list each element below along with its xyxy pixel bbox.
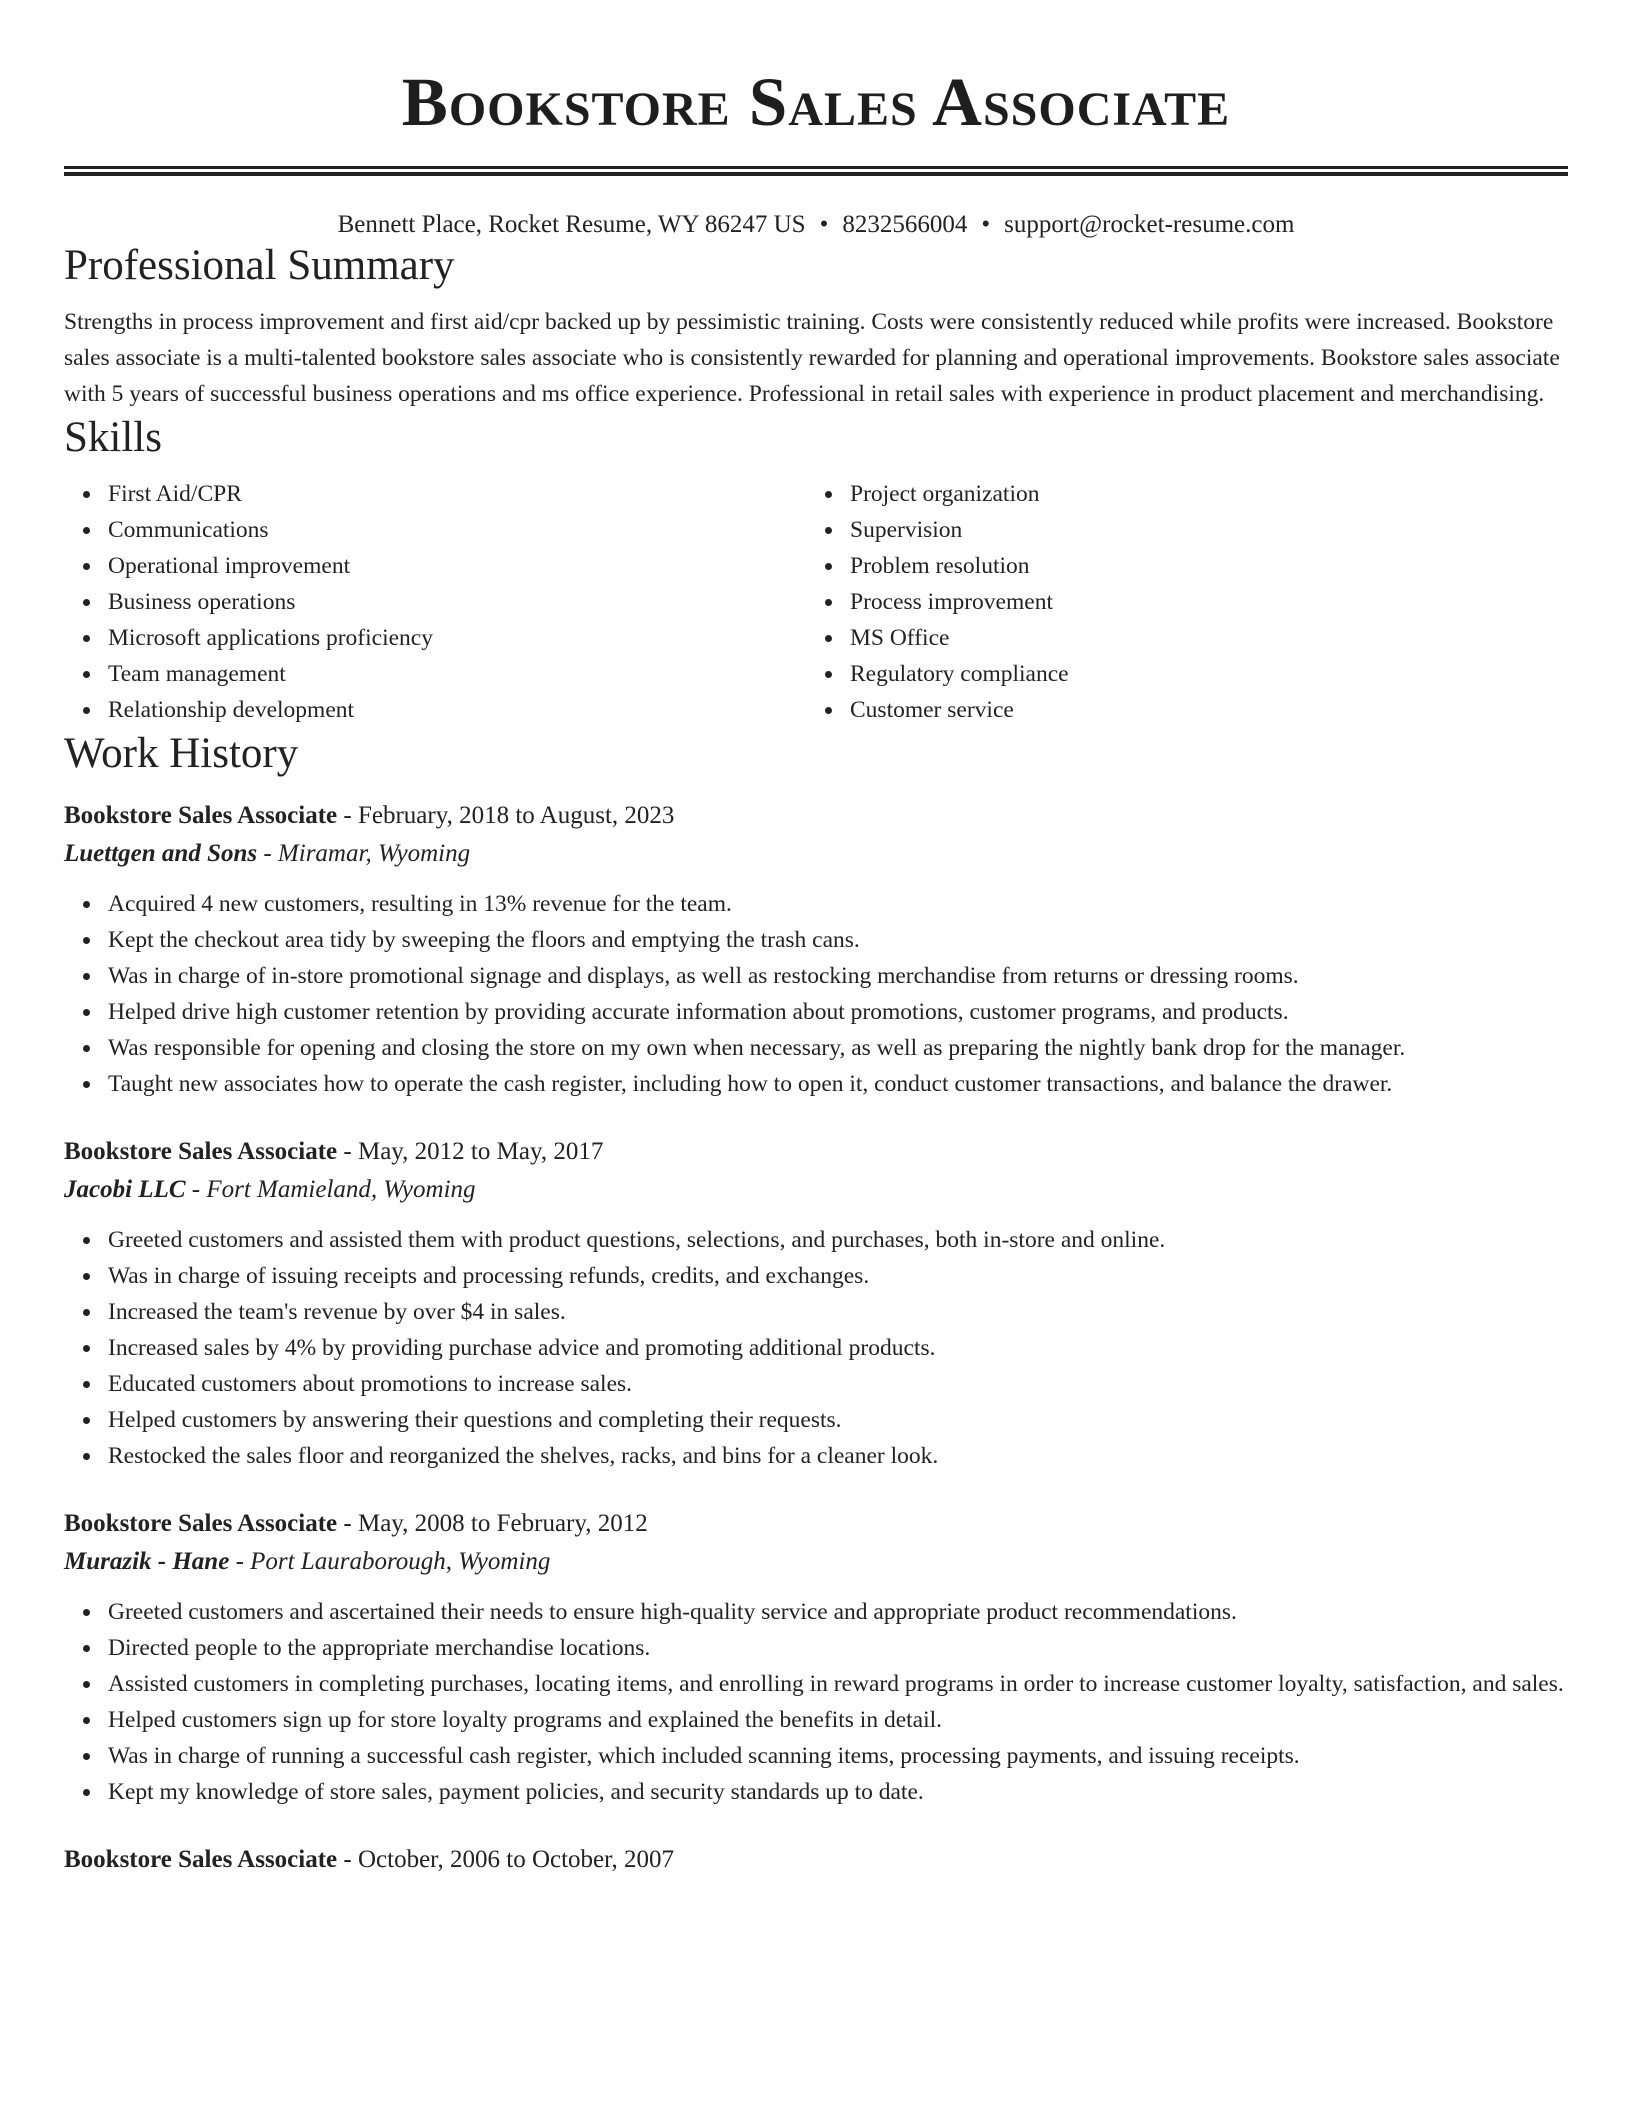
duty-item: Kept my knowledge of store sales, payment policies, and security standards up to date. xyxy=(108,1774,1568,1810)
job-entry xyxy=(64,1842,1568,1878)
skill-item: Communications xyxy=(108,512,806,548)
duty-item: Was responsible for opening and closing the store on my own when necessary, as well as preparing the nightly bank drop for the manager. xyxy=(108,1030,1568,1066)
job-role: Bookstore Sales Associate xyxy=(64,1138,338,1165)
duty-item: Restocked the sales floor and reorganized the shelves, racks, and bins for a cleaner look. xyxy=(108,1438,1568,1474)
duty-item: Increased sales by 4% by providing purchase advice and promoting additional products. xyxy=(108,1330,1568,1366)
skill-item: Business operations xyxy=(108,584,806,620)
job-entry xyxy=(64,1506,1568,1810)
job-role: Bookstore Sales Associate xyxy=(64,1846,338,1873)
skill-item: First Aid/CPR xyxy=(108,476,806,512)
job-duties xyxy=(64,1594,1568,1810)
skill-item: Customer service xyxy=(850,692,1566,728)
job-title-line xyxy=(64,798,1568,834)
job-title-line xyxy=(64,1506,1568,1542)
job-dates: - October, 2006 to October, 2007 xyxy=(337,1846,674,1873)
skill-item: Team management xyxy=(108,656,806,692)
duty-item: Acquired 4 new customers, resulting in 13% revenue for the team. xyxy=(108,886,1568,922)
job-company: Jacobi LLC xyxy=(64,1176,186,1203)
job-entry xyxy=(64,798,1568,1102)
job-location: - Fort Mamieland, Wyoming xyxy=(185,1176,476,1203)
duty-item: Increased the team's revenue by over $4 in sales. xyxy=(108,1294,1568,1330)
skill-item: Project organization xyxy=(850,476,1566,512)
duty-item: Taught new associates how to operate the cash register, including how to open it, conduct customer transactions, and balance the drawer. xyxy=(108,1066,1568,1102)
job-location: - Port Lauraborough, Wyoming xyxy=(229,1548,551,1575)
skills-column-right xyxy=(806,476,1566,728)
skill-item: Relationship development xyxy=(108,692,806,728)
job-company-line xyxy=(64,1170,1568,1210)
job-dates: - May, 2012 to May, 2017 xyxy=(337,1138,604,1165)
job-duties xyxy=(64,1222,1568,1474)
skills-column-left xyxy=(64,476,806,728)
job-role: Bookstore Sales Associate xyxy=(64,802,338,829)
skill-item: MS Office xyxy=(850,620,1566,656)
duty-item: Assisted customers in completing purchases, locating items, and enrolling in reward programs in order to increase customer loyalty, satisfaction, and sales. xyxy=(108,1666,1568,1702)
skills-list xyxy=(64,476,1568,728)
duty-item: Greeted customers and ascertained their needs to ensure high-quality service and appropriate product recommendations. xyxy=(108,1594,1568,1630)
job-title-line xyxy=(64,1842,1568,1878)
duty-item: Helped customers by answering their questions and completing their requests. xyxy=(108,1402,1568,1438)
duty-item: Helped drive high customer retention by providing accurate information about promotions, customer programs, and products. xyxy=(108,994,1568,1030)
job-entry xyxy=(64,1134,1568,1474)
job-location: - Miramar, Wyoming xyxy=(257,840,471,867)
job-dates: - May, 2008 to February, 2012 xyxy=(337,1510,648,1537)
skill-item: Regulatory compliance xyxy=(850,656,1566,692)
job-company: Luettgen and Sons xyxy=(64,840,258,867)
duty-item: Was in charge of in-store promotional signage and displays, as well as restocking merchandise from returns or dressing rooms. xyxy=(108,958,1568,994)
duty-item: Was in charge of issuing receipts and processing refunds, credits, and exchanges. xyxy=(108,1258,1568,1294)
job-dates: - February, 2018 to August, 2023 xyxy=(337,802,675,829)
contact-email: support@rocket-resume.com xyxy=(1004,211,1295,238)
contact-address: Bennett Place, Rocket Resume, WY 86247 US xyxy=(337,211,806,238)
contact-separator: • xyxy=(981,211,991,238)
job-company-line xyxy=(64,834,1568,874)
summary-heading: Professional Summary xyxy=(64,242,455,289)
job-title-line xyxy=(64,1134,1568,1170)
skill-item: Process improvement xyxy=(850,584,1566,620)
job-role: Bookstore Sales Associate xyxy=(64,1510,338,1537)
job-duties xyxy=(64,886,1568,1102)
duty-item: Directed people to the appropriate merchandise locations. xyxy=(108,1630,1568,1666)
header-divider xyxy=(64,166,1568,176)
skill-item: Operational improvement xyxy=(108,548,806,584)
duty-item: Was in charge of running a successful cash register, which included scanning items, processing payments, and issuing receipts. xyxy=(108,1738,1568,1774)
skills-heading: Skills xyxy=(64,414,162,461)
duty-item: Greeted customers and assisted them with product questions, selections, and purchases, both in-store and online. xyxy=(108,1222,1568,1258)
resume-name: Bookstore Sales Associate xyxy=(401,64,1231,140)
contact-line xyxy=(64,210,1568,240)
job-company: Murazik - Hane xyxy=(64,1548,230,1575)
contact-phone: 8232566004 xyxy=(842,211,968,238)
duty-item: Helped customers sign up for store loyalty programs and explained the benefits in detail. xyxy=(108,1702,1568,1738)
duty-item: Educated customers about promotions to increase sales. xyxy=(108,1366,1568,1402)
duty-item: Kept the checkout area tidy by sweeping the floors and emptying the trash cans. xyxy=(108,922,1568,958)
job-company-line xyxy=(64,1542,1568,1582)
skill-item: Supervision xyxy=(850,512,1566,548)
summary-text: Strengths in process improvement and first aid/cpr backed up by pessimistic training. Costs were consistently reduced while profits were increased. Bookstore sales associate is a multi-talented bookstore sales associate who is consistently rewarded for planning and operational improvements. Bookstore sales associate with 5 years of successful business operations and ms office experience. Professional in retail sales with experience in product placement and merchandising. xyxy=(64,309,1560,407)
contact-separator: • xyxy=(819,211,829,238)
skill-item: Microsoft applications proficiency xyxy=(108,620,806,656)
skill-item: Problem resolution xyxy=(850,548,1566,584)
work-history-heading: Work History xyxy=(64,730,299,777)
